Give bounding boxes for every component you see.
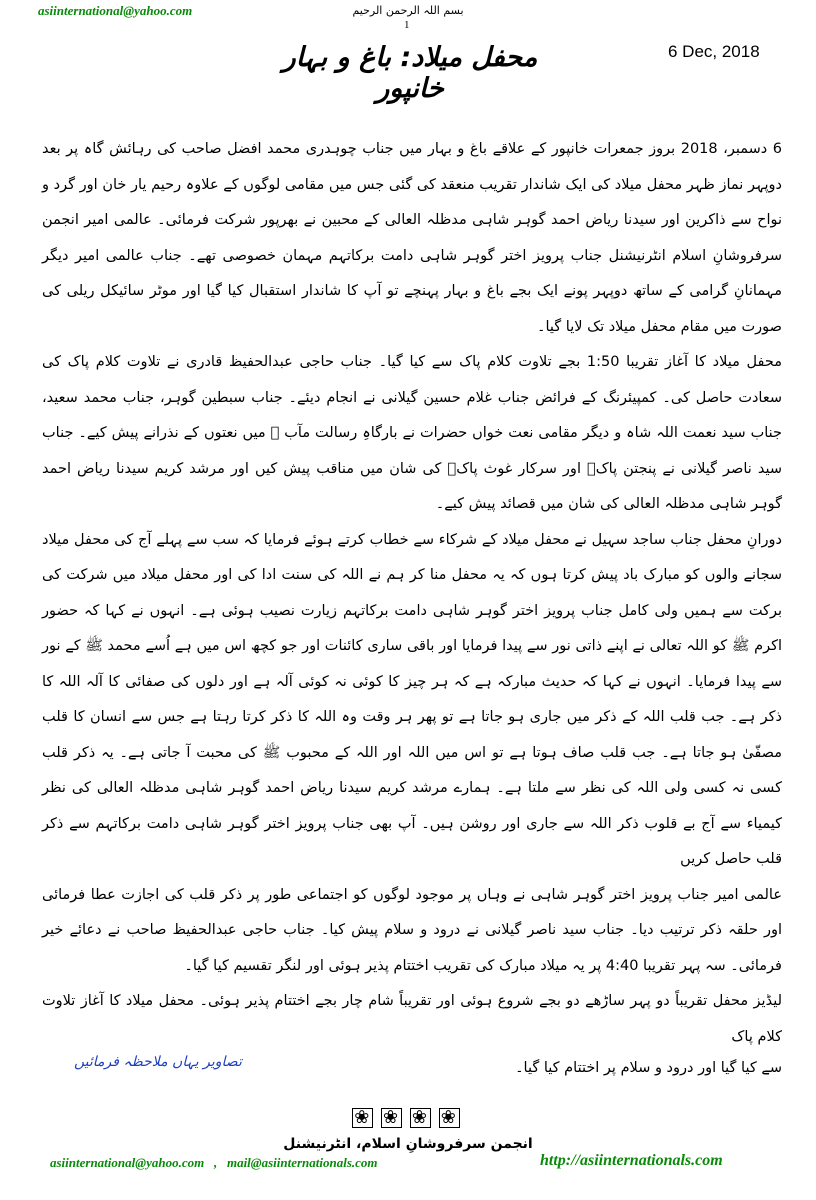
flower-ornament-icon: ❀	[440, 1107, 458, 1128]
paragraph-conclusion: عالمی امیر جناب پرویز اختر گوہر شاہی نے وہاں پر موجود لوگوں کو اجتماعی طور پر ذکر قلب کی اجازت عطا فرمائی اور حلقہ ذکر ترتیب دیا۔ جناب سید ناصر گیلانی نے درود و سلام پیش کیا۔ جناب حاجی عبدالحفیظ صاحب نے دعائے خیر فرمائی۔ سہ پہر تقریبا 4:40 پر یہ میلاد مبارک کی تقریب اختتام پذیر ہوئی اور لنگر تقسیم کیا گیا۔	[42, 886, 782, 974]
paragraph-speech: دورانِ محفل جناب ساجد سہیل نے محفل میلاد کے شرکاء سے خطاب کرتے ہوئے فرمایا کہ سب سے پہلے آج کی محفل میلاد سجانے والوں کو مبارک باد پیش کرتا ہوں کہ یہ محفل منا کر ہم نے اللہ کی سنت ادا کی اور محفل میلاد میں شرکت کی برکت سے ہمیں ولی کامل جناب پرویز اختر گوہر شاہی دامت برکاتہم زیارت نصیب ہوئی ہے۔ انہوں نے کہا کہ حضور اکرم ﷺ کو اللہ تعالی نے اپنے ذاتی نور سے پیدا فرمایا اور باقی ساری کائنات اور جو کچھ اس میں ہے اُسے محمد ﷺ کے نور سے پیدا فرمایا۔ انہوں نے کہا کہ حدیث مبارکہ ہے کہ ہر چیز کا کوئی نہ کوئی آلہ ہے اور دلوں کی صفائی کا آلہ اللہ کا ذکر ہے۔ جب قلب اللہ کے ذکر میں جاری ہو جاتا ہے تو پھر ہر وقت وہ اللہ کا ذکر کرتا رہتا ہے جس سے انسان کا قلب مصفّیٰ ہو جاتا ہے۔ جب قلب صاف ہوتا ہے تو اس میں اللہ اور اللہ کے محبوب ﷺ کی محبت آ جاتی ہے۔ یہ ذکر قلب کسی نہ کسی ولی اللہ کی نظر سے ملتا ہے۔ ہمارے مرشد کریم سیدنا ریاض احمد گوہر شاہی مدظلہ العالی کی نظر کیمیاء سے آج بے قلوب ذکر اللہ سے جاری اور روشن ہیں۔ آپ بھی جناب پرویز اختر گوہر شاہی دامت برکاتہم سے ذکر قلب حاصل کریں	[42, 531, 782, 867]
paragraph-intro: 6 دسمبر، 2018 بروز جمعرات خانپور کے علاقے باغ و بہار میں جناب چوہدری محمد افضل صاحب کی رہائش گاہ پر بعد دوپہر نماز ظہر محفل میلاد کی ایک شاندار تقریب منعقد کی گئی جس میں مقامی لوگوں کے علاوہ رحیم یار خان اور گرد و نواح سے ذاکرین اور سیدنا ریاض احمد گوہر شاہی مدظلہ العالی کے محبین نے بھرپور شرکت فرمائی۔ عالمی امیر انجمن سرفروشانِ اسلام انٹرنیشنل جناب پرویز اختر گوہر شاہی دامت برکاتہم مہمان خصوصی تھے۔ جناب عالمی امیر دیگر مہمانانِ گرامی کے ساتھ دوپہر پونے ایک بجے باغ و بہار پہنچے تو آپ کا شاندار استقبال کیا گیا اور موٹر سائیکل ریلی کی صورت میں مقام محفل میلاد تک لایا گیا۔	[42, 141, 782, 335]
photos-link[interactable]: تصاویر یہاں ملاحظہ فرمائیں	[74, 1054, 242, 1070]
article-date: 6 Dec, 2018	[668, 42, 760, 61]
header-email[interactable]: asiinternational@yahoo.com	[38, 3, 193, 18]
flower-ornament-icon: ❀	[354, 1107, 372, 1128]
paragraph-proceedings: محفل میلاد کا آغاز تقریبا 1:50 بجے تلاوت کلام پاک سے کیا گیا۔ جناب حاجی عبدالحفیظ قادری نے تلاوت کلام پاک کی سعادت حاصل کی۔ کمپیئرنگ کے فرائض جناب غلام حسین گیلانی نے انجام دیئے۔ جناب سبطین گوہر، جناب محمد سعید، جناب سید نعمت اللہ شاہ و دیگر مقامی نعت خواں حضرات نے بارگاہِ رسالت مآب ﷺ میں نعتوں کے نذرانے پیش کیے۔ جناب سید ناصر گیلانی نے پنجتن پاکؑ اور سرکار غوث پاکؓ کی شان میں مناقب پیش کیں اور مرشد کریم سیدنا ریاض احمد گوہر شاہی مدظلہ العالی کی شان میں قصائد پیش کیے۔	[42, 354, 782, 512]
footer-emails	[50, 1155, 378, 1171]
organization-signature: انجمن سرفروشانِ اسلام، انٹرنیشنل	[283, 1136, 533, 1152]
closing-line: سے کیا گیا اور درود و سلام پر اختتام کیا گیا۔	[515, 1060, 782, 1076]
article-body	[42, 132, 782, 1055]
footer-separator: ,	[213, 1155, 218, 1170]
bismillah: بسم اللہ الرحمن الرحیم	[352, 4, 464, 17]
flower-ornament-icon: ❀	[383, 1107, 401, 1128]
ornament-divider	[336, 1107, 476, 1128]
closing-row	[42, 1050, 782, 1086]
footer-website-link[interactable]: http://asiinternationals.com	[540, 1152, 723, 1169]
footer-email-yahoo[interactable]: asiinternational@yahoo.com	[50, 1155, 205, 1170]
flower-ornament-icon: ❀	[411, 1107, 429, 1128]
footer-email-mail[interactable]: mail@asiinternationals.com	[226, 1155, 378, 1170]
page-number: 1	[404, 19, 410, 31]
page-title: محفل میلاد: باغ و بہار خانپور	[282, 42, 538, 104]
paragraph-ladies: لیڈیز محفل تقریباً دو پہر ساڑھے دو بجے شروع ہوئی اور تقریباً شام چار بجے اختتام پذیر ہوئی۔ محفل میلاد کا آغاز تلاوت کلام پاک	[42, 993, 782, 1045]
